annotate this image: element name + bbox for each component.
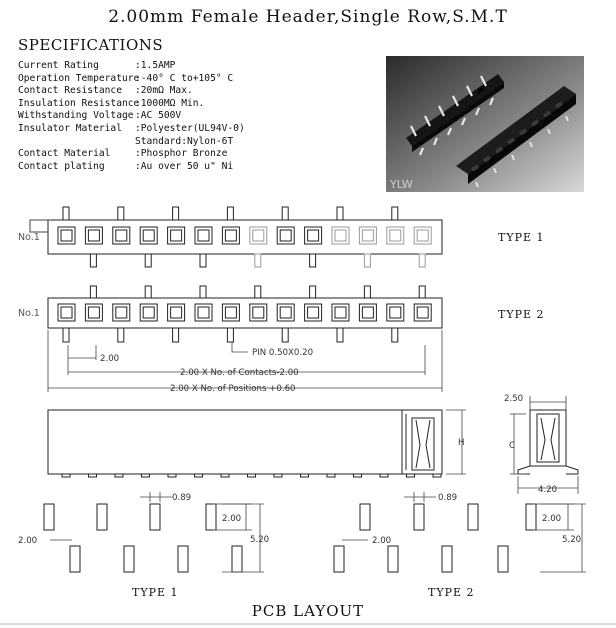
- pin-up: [145, 286, 151, 298]
- pin-up: [90, 286, 96, 298]
- pcb2-pad-width: 0.89: [438, 493, 458, 503]
- type2-top-view: [48, 286, 442, 342]
- side-pad: [380, 474, 388, 477]
- pcb-pad-bottom: [124, 546, 134, 572]
- spec-label: Insulator Material: [18, 122, 122, 134]
- pin-up: [310, 286, 316, 298]
- pcb-pad-top: [150, 504, 160, 530]
- contact-hole: [308, 230, 319, 241]
- pcb2-pad-length: 2.00: [542, 514, 562, 524]
- side-view: [48, 410, 466, 477]
- pin-up: [118, 207, 124, 220]
- pcb-pad-bottom: [388, 546, 398, 572]
- spec-label: Operation Temperature: [18, 72, 140, 84]
- pitch-dimension: 2.00: [100, 354, 120, 364]
- contact-hole: [280, 307, 291, 318]
- c-dimension: C: [509, 441, 516, 451]
- pin-up: [200, 286, 206, 298]
- type1-top-view: [48, 207, 442, 267]
- pin-down: [145, 254, 151, 267]
- side-pad: [195, 474, 203, 477]
- contact-hole: [335, 230, 346, 241]
- contact-hole: [198, 307, 209, 318]
- spec-value: :Phosphor Bronze: [135, 148, 228, 160]
- height-dimension: H: [458, 438, 465, 448]
- side-pad: [274, 474, 282, 477]
- contact-hole: [88, 307, 99, 318]
- pcb-pad-top: [44, 504, 54, 530]
- pin-up: [227, 207, 233, 220]
- end-width-dimension: 2.50: [504, 394, 524, 404]
- pcb-pad-bottom: [442, 546, 452, 572]
- contact-hole: [417, 307, 428, 318]
- pcb-pad-top: [206, 504, 216, 530]
- pin-up: [255, 286, 261, 298]
- spec-label: Contact plating: [18, 160, 105, 172]
- contact-hole: [143, 230, 154, 241]
- no1-label-type1: No.1: [18, 232, 40, 243]
- contact-hole: [390, 230, 401, 241]
- pin-down: [227, 328, 233, 342]
- contact-hole: [253, 307, 264, 318]
- contact-hole: [362, 307, 373, 318]
- pcb-pad-top: [97, 504, 107, 530]
- pin-down: [392, 328, 398, 342]
- type1-label: TYPE 1: [498, 231, 545, 244]
- spec-label: Withstanding Voltage: [18, 110, 134, 122]
- pcb-pad-bottom: [178, 546, 188, 572]
- pcb1-row-span: 5.20: [250, 535, 270, 545]
- contact-hole: [390, 307, 401, 318]
- side-pad: [301, 474, 309, 477]
- pcb1-pitch: 2.00: [18, 536, 38, 546]
- pcb-pad-bottom: [334, 546, 344, 572]
- photo-watermark: YLW: [390, 178, 413, 191]
- pin-down: [200, 254, 206, 267]
- pin-up: [419, 286, 425, 298]
- pcb2-pitch: 2.00: [372, 536, 392, 546]
- spec-value: :1000MΩ Min.: [135, 97, 205, 109]
- no1-label-type2: No.1: [18, 308, 40, 319]
- contact-hole: [335, 307, 346, 318]
- side-pad: [62, 474, 70, 477]
- side-pad: [407, 474, 415, 477]
- spec-value: :Polyester(UL94V-0): [135, 122, 245, 134]
- pin-down: [255, 254, 261, 267]
- pcb-layout-type2: [334, 504, 536, 572]
- side-pad: [142, 474, 150, 477]
- pcb-pad-bottom: [498, 546, 508, 572]
- spec-value: :-40° C to+105° C: [135, 72, 234, 84]
- specifications-heading: SPECIFICATIONS: [18, 36, 164, 54]
- pcb2-row-span: 5.20: [562, 535, 582, 545]
- pcb-pad-top: [526, 504, 536, 530]
- side-pad: [89, 474, 97, 477]
- contact-hole: [280, 230, 291, 241]
- positions-dimension: 2.00 X No. of Positions +0.60: [170, 384, 296, 394]
- pcb-pad-bottom: [232, 546, 242, 572]
- side-pad: [221, 474, 229, 477]
- contact-hole: [417, 230, 428, 241]
- contact-hole: [171, 307, 182, 318]
- base-width-dimension: 4.20: [538, 485, 558, 495]
- side-pad: [327, 474, 335, 477]
- contact-hole: [61, 230, 72, 241]
- pin-up: [63, 207, 69, 220]
- pin-up: [173, 207, 179, 220]
- page-title: 2.00mm Female Header,Single Row,S.M.T: [108, 7, 508, 27]
- pcb1-pad-width: 0.89: [172, 493, 192, 503]
- pin-down: [364, 254, 370, 267]
- pin-down: [118, 328, 124, 342]
- pin-up: [282, 207, 288, 220]
- side-pad: [115, 474, 123, 477]
- pin-down: [63, 328, 69, 342]
- side-pad: [354, 474, 362, 477]
- side-pad: [248, 474, 256, 477]
- contacts-dimension: 2.00 X No. of Contacts-2.00: [180, 368, 299, 378]
- pcb-pad-top: [468, 504, 478, 530]
- pcb1-pad-length: 2.00: [222, 514, 242, 524]
- pin-down: [337, 328, 343, 342]
- pin-down: [310, 254, 316, 267]
- pin-up: [364, 286, 370, 298]
- spec-label: Current Rating: [18, 60, 99, 71]
- type2-label: TYPE 2: [498, 308, 545, 321]
- contact-hole: [362, 230, 373, 241]
- contact-hole: [88, 230, 99, 241]
- contact-hole: [253, 230, 264, 241]
- pin-up: [392, 207, 398, 220]
- spec-label: Contact Resistance: [18, 85, 122, 97]
- pcb-layout-type1: [44, 504, 242, 572]
- spec-value: :Au over 50 u" Ni: [135, 160, 234, 172]
- contact-hole: [116, 230, 127, 241]
- pcb-pad-top: [414, 504, 424, 530]
- contact-hole: [143, 307, 154, 318]
- pin-down: [173, 328, 179, 342]
- contact-hole: [225, 230, 236, 241]
- pcb-pad-bottom: [70, 546, 80, 572]
- pin-down: [90, 254, 96, 267]
- side-pad: [433, 474, 441, 477]
- pin-down: [419, 254, 425, 267]
- pcb-layout-title: PCB LAYOUT: [251, 602, 365, 620]
- contact-hole: [308, 307, 319, 318]
- pin-down: [282, 328, 288, 342]
- spec-value: Standard:Nylon-6T: [135, 135, 234, 147]
- contact-hole: [61, 307, 72, 318]
- spec-value: :1.5AMP: [135, 60, 176, 71]
- spec-label: Insulation Resistance: [18, 97, 140, 109]
- pin-up: [337, 207, 343, 220]
- pin-size-note: PIN 0.50X0.20: [252, 348, 314, 358]
- pcb-type2-label: TYPE 2: [428, 586, 475, 599]
- spec-label: Contact Material: [18, 148, 111, 160]
- contact-hole: [116, 307, 127, 318]
- end-view: [510, 396, 578, 494]
- contact-hole: [225, 307, 236, 318]
- pcb-pad-top: [360, 504, 370, 530]
- pcb-type1-label: TYPE 1: [132, 586, 179, 599]
- spec-value: :20mΩ Max.: [135, 85, 193, 97]
- spec-value: :AC 500V: [135, 110, 182, 122]
- contact-hole: [171, 230, 182, 241]
- side-pad: [168, 474, 176, 477]
- contact-hole: [198, 230, 209, 241]
